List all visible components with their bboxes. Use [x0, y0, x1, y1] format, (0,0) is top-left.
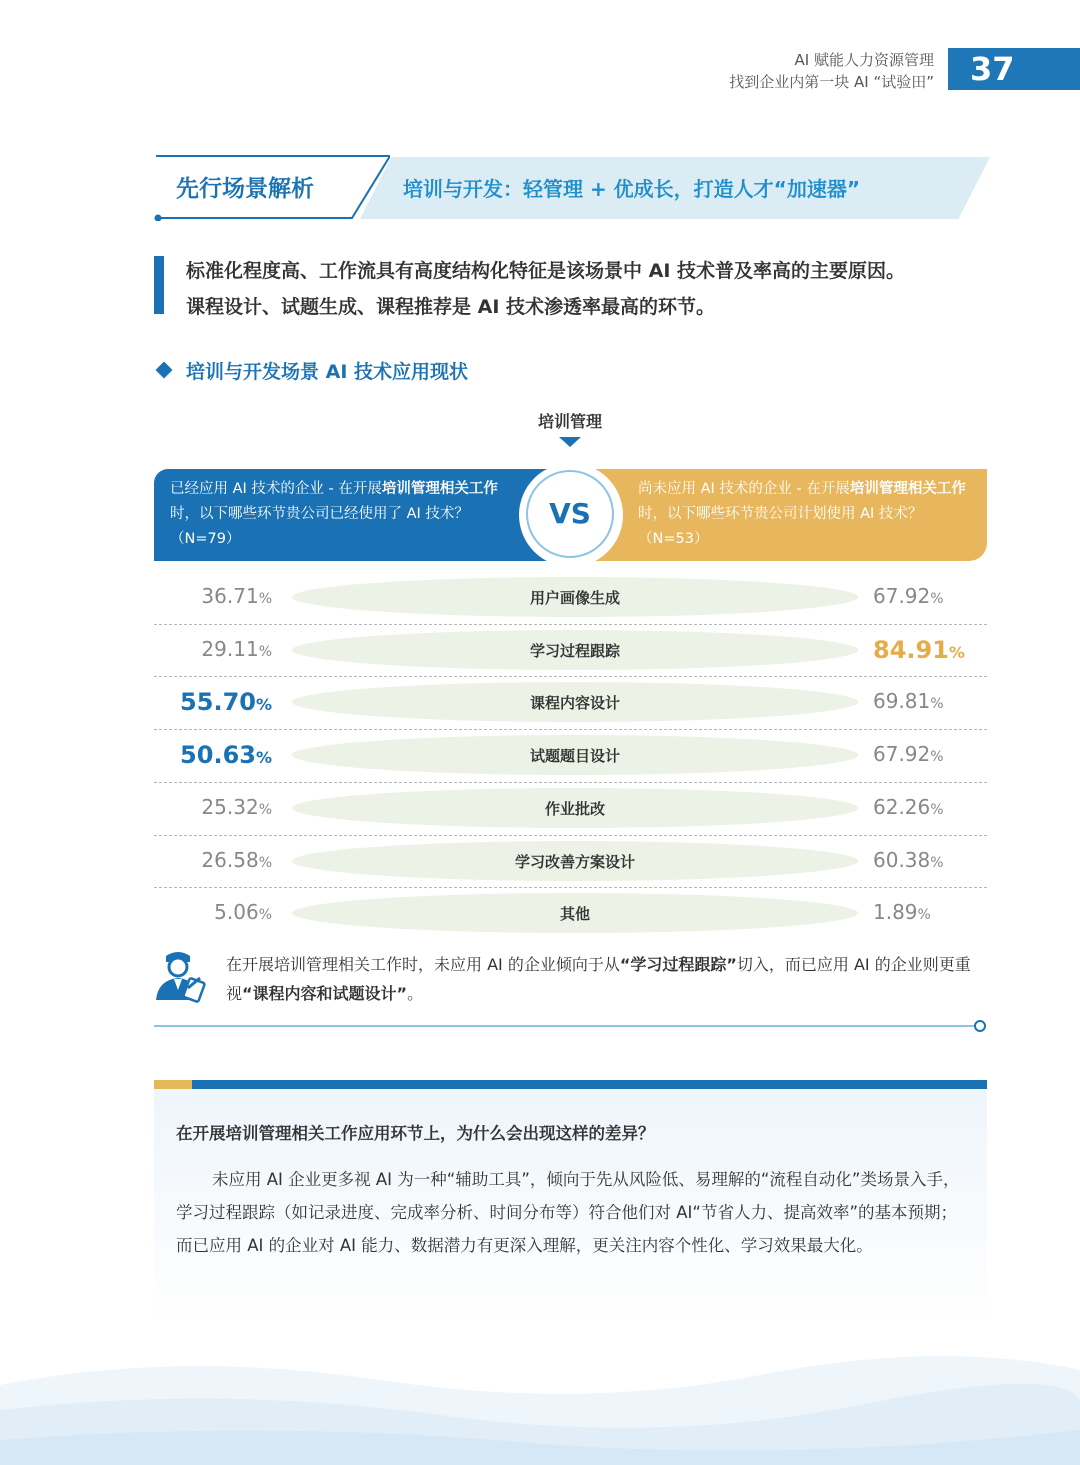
left-value [154, 795, 272, 819]
left-value [154, 741, 272, 769]
right-value [873, 689, 944, 713]
right-value [873, 742, 944, 766]
percent-sign: % [258, 907, 272, 924]
person-writing-icon [152, 948, 208, 1004]
box-question: 在开展培训管理相关工作应用环节上，为什么会出现这样的差异？ [176, 1124, 655, 1143]
row-label: 学习过程跟踪 [529, 641, 620, 660]
right-value-number: 62.26 [873, 794, 931, 819]
panel-left-pre: 已经应用 AI 技术的企业 - 在开展 [170, 481, 382, 497]
row-label: 作业批改 [544, 799, 605, 818]
panel-right-pre: 尚未应用 AI 技术的企业 - 在开展 [638, 481, 850, 497]
right-value-number: 60.38 [873, 847, 931, 872]
panel-right-text [638, 477, 978, 552]
panel-left-bold: 培训管理相关工作 [381, 481, 498, 497]
panel-right-bold: 培训管理相关工作 [849, 481, 966, 497]
banner-tag-label: 先行场景解析 [176, 176, 314, 202]
percent-sign: % [255, 748, 272, 768]
row-label: 课程内容设计 [529, 694, 620, 713]
row-label: 试题题目设计 [529, 747, 620, 766]
percent-sign: % [930, 696, 944, 713]
right-value-number: 1.89 [873, 900, 918, 925]
note-divider [154, 1025, 976, 1027]
percent-sign: % [258, 854, 272, 871]
left-value [154, 900, 272, 924]
right-value [873, 900, 931, 924]
left-value-number: 50.63 [180, 741, 256, 770]
note-text [226, 950, 990, 1008]
summary-line-1: 标准化程度高、工作流具有高度结构化特征是该场景中 AI 技术普及率高的主要原因。 [186, 260, 906, 282]
row-label: 学习改善方案设计 [514, 852, 635, 871]
panel-right [570, 469, 987, 561]
left-value-number: 29.11 [201, 636, 259, 661]
percent-sign: % [258, 643, 272, 660]
percent-sign: % [948, 642, 965, 662]
right-value [873, 636, 965, 664]
row-separator [154, 835, 987, 836]
percent-sign: % [255, 695, 272, 715]
row-separator [154, 887, 987, 888]
right-value-number: 84.91 [873, 635, 949, 664]
percent-sign: % [930, 749, 944, 766]
box-paragraph: 未应用 AI 企业更多视 AI 为一种“辅助工具”，倾向于先从风险低、易理解的“流程自动化”类场景入手，学习过程跟踪（如记录进度、完成率分析、时间分布等）符合他们对 AI“节省人力、提高效率”的基本预期；而已应用 AI 的企业对 AI 能力、数据潜力有更深入理解，更关注内容个性化、学习效果最大化。 [176, 1170, 960, 1255]
percent-sign: % [930, 801, 944, 818]
row-separator [154, 676, 987, 677]
percent-sign: % [930, 591, 944, 607]
right-value [873, 848, 944, 872]
row-separator [154, 782, 987, 783]
banner-title: 培训与开发：轻管理 + 优成长，打造人才“加速器” [403, 177, 860, 201]
left-value [154, 688, 272, 716]
header-line-2: 找到企业内第一块 AI “试验田” [729, 73, 934, 91]
row-label: 用户画像生成 [529, 589, 620, 607]
percent-sign: % [917, 907, 931, 924]
percent-sign: % [258, 801, 272, 818]
percent-sign: % [258, 591, 272, 607]
box-top-accent-blue [192, 1080, 987, 1089]
left-value-number: 25.32 [201, 794, 259, 819]
left-value-number: 36.71 [201, 584, 259, 608]
note-t1: 在开展培训管理相关工作时，未应用 AI 的企业倾向于从 [226, 955, 620, 974]
page-number: 37 [948, 48, 1080, 90]
box-top-accent-gold [154, 1080, 192, 1089]
note-b2: “课程内容和试题设计” [242, 984, 408, 1003]
row-separator [154, 624, 987, 625]
right-value [873, 795, 944, 819]
right-value [873, 584, 944, 608]
left-value [154, 637, 272, 661]
center-label: 培训管理 [537, 412, 602, 431]
right-value-number: 67.92 [873, 584, 931, 608]
header-line-1: AI 赋能人力资源管理 [794, 51, 934, 69]
right-value-number: 69.81 [873, 689, 931, 714]
vs-badge: VS [526, 470, 614, 558]
panel-right-post: 时，以下哪些环节贵公司计划使用 AI 技术？（N=53） [638, 506, 923, 547]
note-b1: “学习过程跟踪” [619, 955, 737, 974]
summary-accent-bar [154, 256, 164, 314]
arrow-down-icon [559, 437, 581, 447]
row-label: 其他 [559, 905, 590, 924]
row-separator [154, 729, 987, 730]
left-value [154, 848, 272, 872]
left-value-number: 26.58 [201, 847, 259, 872]
panel-left-text [170, 477, 515, 552]
panel-left [154, 469, 574, 561]
note-t2: 切入，而已应用 AI 的企业则更重视 [226, 955, 971, 1003]
note-divider-end [974, 1020, 986, 1032]
panel-left-post: 时，以下哪些环节贵公司已经使用了 AI 技术？（N=79） [170, 506, 469, 547]
percent-sign: % [930, 854, 944, 871]
diamond-icon [156, 362, 173, 379]
left-value [154, 584, 272, 608]
right-value-number: 67.92 [873, 742, 931, 767]
note-t3: 。 [407, 984, 424, 1003]
left-value-number: 5.06 [214, 900, 259, 925]
subsection-title: 培训与开发场景 AI 技术应用现状 [186, 361, 469, 383]
left-value-number: 55.70 [180, 688, 256, 717]
wave-decoration [0, 1330, 1080, 1465]
summary-line-2: 课程设计、试题生成、课程推荐是 AI 技术渗透率最高的环节。 [186, 296, 716, 318]
